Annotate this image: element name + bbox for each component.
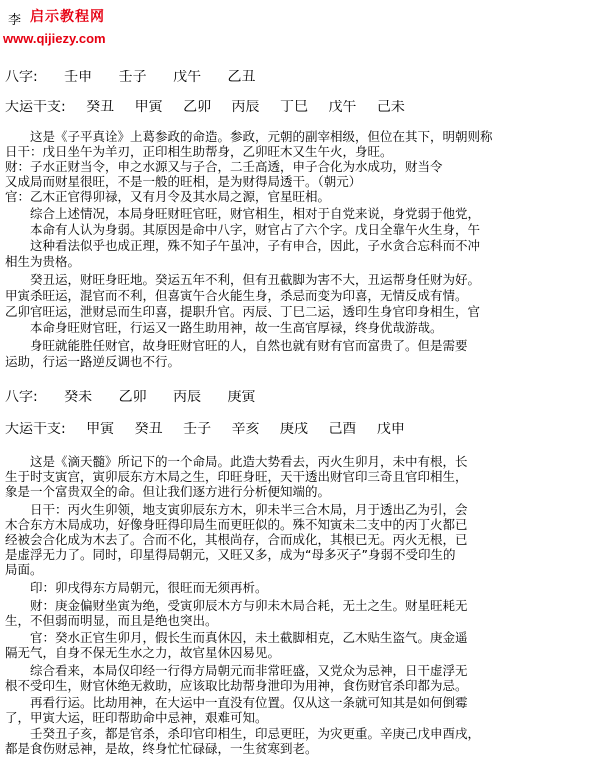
pillar: 庚寅 [227, 390, 256, 404]
dayun-pillar: 戊午 [328, 100, 357, 114]
dayun-pillar: 癸丑 [86, 100, 115, 114]
dayun-label: 大运干支: [5, 100, 66, 114]
dayun-label: 大运干支: [5, 422, 66, 436]
dayun-pillar: 癸丑 [134, 422, 163, 436]
paragraph-line: 印：卯戌得东方局朝元，很旺而无须再析。 [5, 581, 268, 595]
dayun-pillar: 丁巳 [279, 100, 308, 114]
pillar: 壬申 [64, 70, 93, 84]
paragraph-line: 本命有人认为身弱。其原因是命中八字，财官占了六个字。戊日全靠午火生身，午 [5, 223, 481, 237]
paragraph-line: 身旺就能胜任财官，故身旺财官旺的人，自然也就有财有官而富贵了。但是需要 [5, 339, 468, 353]
paragraph-line: 隔无气，自身不保无生水之力，故官星休囚易见。 [5, 646, 281, 660]
paragraph-line: 官：乙木正官得卯禄，又有月令及其水局之源，官星旺相。 [5, 190, 331, 204]
pillar: 丙辰 [173, 390, 202, 404]
paragraph-line: 又成局而财星很旺，不是一般的旺相，是为财得局透干。（朝元） [5, 175, 362, 189]
watermark-site-name: 启示教程网 [30, 9, 105, 25]
paragraph-line: 财：子水正财当令，申之水源又与子合，二壬高透，申子合化为水成功，财当令 [5, 160, 443, 174]
paragraph-line: 象是一个富贵双全的命。但让我们逐方进行分析便知端的。 [5, 485, 331, 499]
paragraph-line: 日干：戊日坐午为羊刃，正印相生助帮身，乙卯旺木又生午火，身旺。 [5, 145, 393, 159]
paragraph-line: 都是食伤财忌神，是故，终身忙忙碌碌，一生贫寒到老。 [5, 742, 318, 756]
paragraph-line: 木合东方木局成功，好像身旺得印局生而更旺似的。殊不知寅未二支中的丙丁火都已 [5, 518, 468, 532]
pillar: 壬子 [118, 70, 147, 84]
paragraph-line: 这是《子平真诠》上葛参政的命造。参政，元朝的副宰相级，但位在其下，明朝则称 [5, 130, 493, 144]
paragraph-line: 经被会合化成为木去了。合而不化，其根尚存，合而成化，其根已无。丙火无根，已 [5, 533, 468, 547]
dayun-pillar: 甲寅 [134, 100, 163, 114]
author-name: 李 [8, 13, 22, 28]
pillar: 乙丑 [227, 70, 256, 84]
dayun-row-2 [5, 422, 613, 436]
paragraph-line: 运助，行运一路逆反调也不行。 [5, 355, 181, 369]
paragraph-line: 财：庚金偏财坐寅为绝，受寅卯辰木方与卯未木局合耗，无土之生。财星旺耗无 [5, 599, 468, 613]
paragraph-line: 本命身旺财官旺，行运又一路生助用神，故一生高官厚禄，终身优哉游哉。 [5, 321, 443, 335]
paragraph-line: 根不受印生，财官休绝无救助，应该取比劫帮身泄印为用神，食伤财官杀印都为忌。 [5, 679, 468, 693]
dayun-pillar: 甲寅 [86, 422, 115, 436]
pillar: 乙卯 [118, 390, 147, 404]
dayun-pillar: 辛亥 [231, 422, 260, 436]
paragraph-line: 是虚浮无力了。同时，印星得局朝元，又旺又多，成为“母多灭子”身弱不受印生的 [5, 548, 456, 562]
paragraph-line: 壬癸丑子亥，都是官杀，杀印官印相生，印忌更旺，为灾更重。辛庚己戊申酉戌， [5, 727, 481, 741]
paragraph-line: 癸丑运，财旺身旺地。癸运五年不利，但有丑截脚为害不大，丑运帮身任财为好。 [5, 273, 481, 287]
bazi-row-1 [5, 70, 613, 84]
dayun-pillar: 戊申 [376, 422, 405, 436]
bazi-row-2 [5, 390, 613, 404]
paragraph-line: 再看行运。比劫用神，在大运中一直没有位置。仅从这一条就可知其是如何倒霉 [5, 696, 468, 710]
bazi-label: 八字: [5, 70, 38, 84]
paragraph-line: 生，不但弱而明显，而且是绝也突出。 [5, 614, 218, 628]
paragraph-line: 生于时支寅宫，寅卯辰东方木局之生，印旺身旺，天干透出财官印三奇且官印相生， [5, 470, 468, 484]
bazi-label: 八字: [5, 390, 38, 404]
pillar: 戊午 [173, 70, 202, 84]
paragraph-line: 这种看法似乎也成正理，殊不知子午虽冲，子有申合，因此，子水贪合忘科而不冲 [5, 239, 481, 253]
dayun-pillar: 己未 [376, 100, 405, 114]
pillar: 癸未 [64, 390, 93, 404]
dayun-pillar: 庚戌 [279, 422, 308, 436]
paragraph-line: 综合看来，本局仅印经一行得方局朝元而非常旺盛，又党众为忌神，日干虚浮无 [5, 664, 468, 678]
paragraph-line: 官：癸水正官生卯月，假长生而真休囚，未土截脚相克，乙木贴生盗气。庚金遥 [5, 631, 468, 645]
dayun-pillar: 丙辰 [231, 100, 260, 114]
watermark-url: www.qijiezy.com [3, 31, 106, 46]
paragraph-line: 相生为贵格。 [5, 255, 81, 269]
paragraph-line: 乙卯官旺运，泄财忌而生印喜，提职升官。丙辰、丁巳二运，透印生身官印身相生，官 [5, 305, 481, 319]
paragraph-line: 甲寅杀旺运，混官而不利，但喜寅午合火能生身，杀忌而变为印喜，无情反成有情。 [5, 289, 468, 303]
dayun-pillar: 壬子 [183, 422, 212, 436]
dayun-pillar: 乙卯 [183, 100, 212, 114]
paragraph-line: 局面。 [5, 563, 43, 577]
paragraph-line: 这是《滴天髓》所记下的一个命局。此造大势看去，丙火生卯月，未中有根，长 [5, 455, 468, 469]
paragraph-line: 日干：丙火生卯领，地支寅卯辰东方木，卯未半三合木局，月于透出乙为引，会 [5, 503, 468, 517]
dayun-pillar: 己酉 [328, 422, 357, 436]
paragraph-line: 综合上述情况，本局身旺财旺官旺，财官相生，相对于自党来说，身党弱于他党， [5, 207, 481, 221]
dayun-row-1 [5, 100, 613, 114]
paragraph-line: 了，甲寅大运，旺印帮助命中忌神，艰难可知。 [5, 711, 268, 725]
